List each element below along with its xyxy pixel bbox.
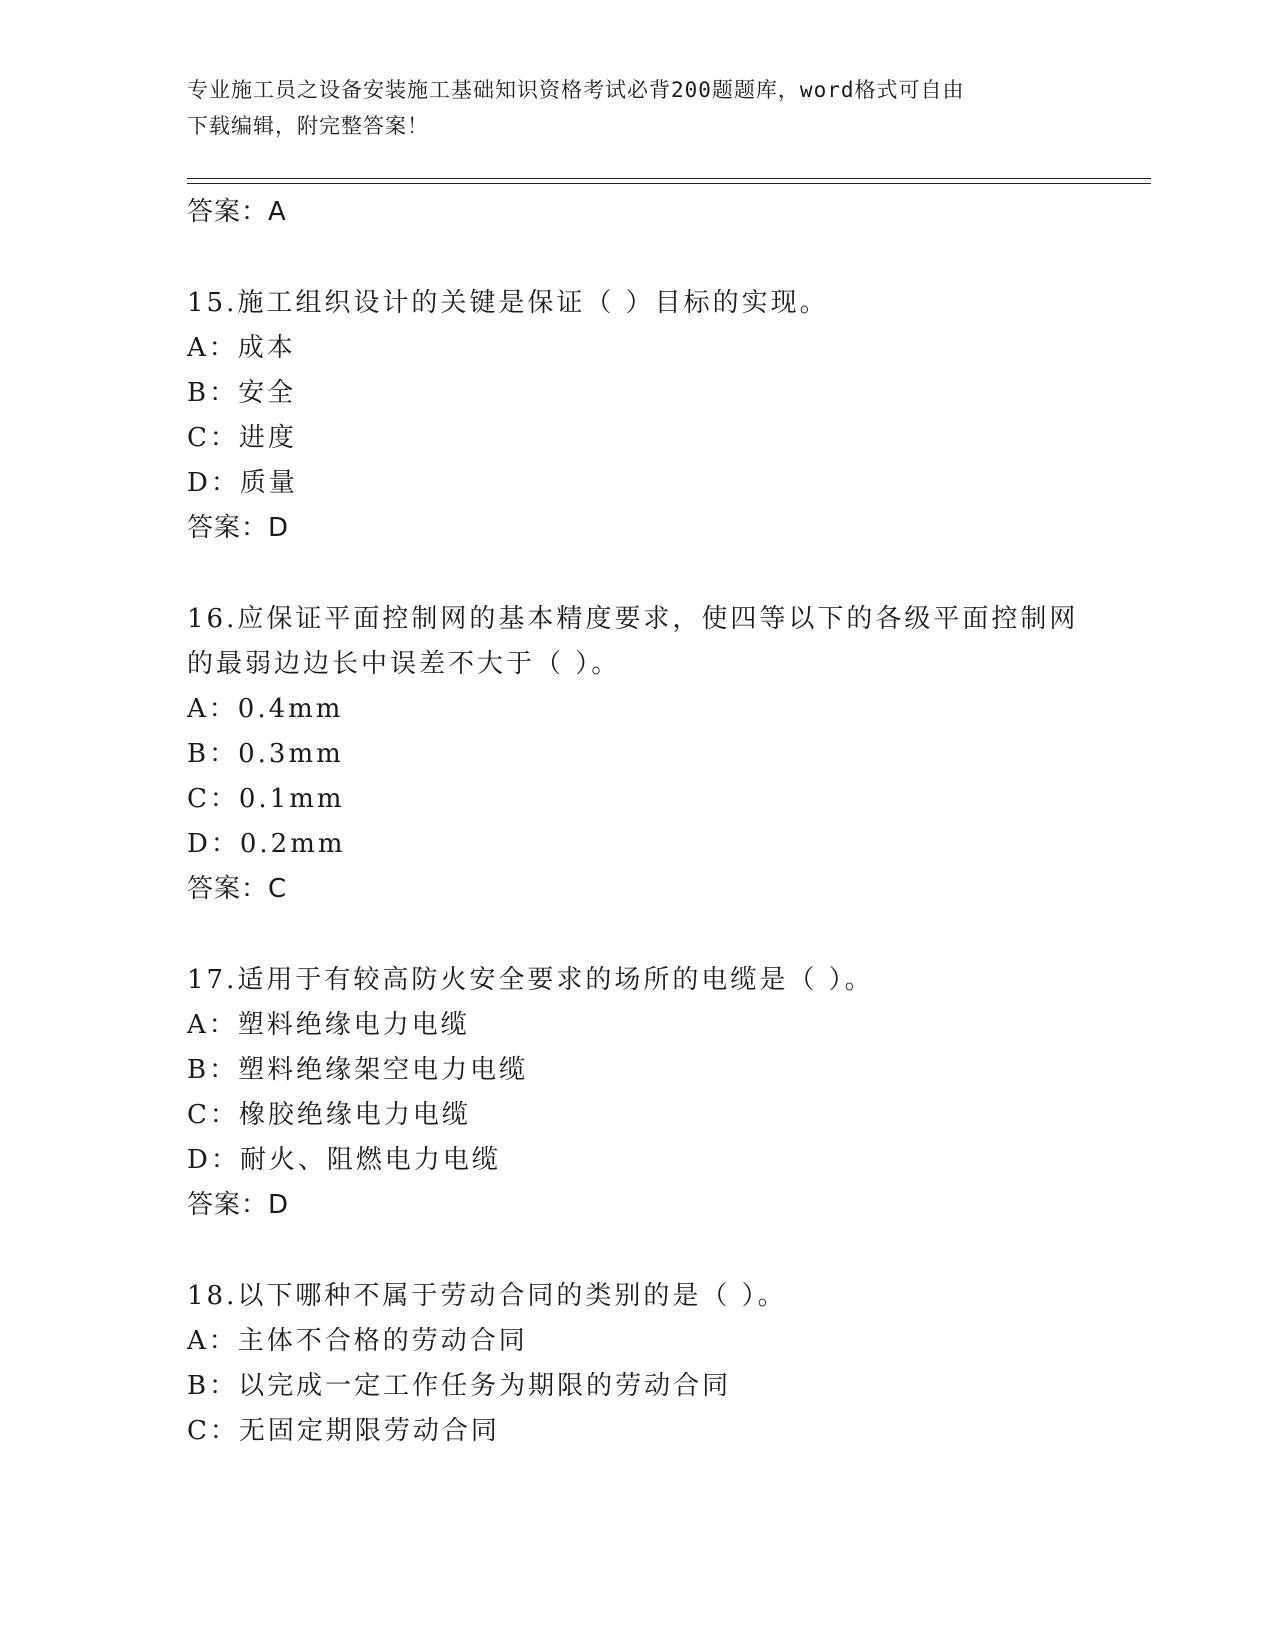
question-16 (187, 597, 1087, 912)
question-18-option-b: B：以完成一定工作任务为期限的劳动合同 (187, 1371, 732, 1401)
question-16-option-a: A：0.4mm (187, 694, 344, 724)
question-17-option-c: C：橡胶绝缘电力电缆 (187, 1100, 471, 1130)
question-17 (187, 958, 1087, 1228)
question-16-title-line-2: 的最弱边边长中误差不大于（ ）。 (187, 649, 621, 679)
question-15-answer: 答案：D (187, 513, 290, 543)
question-16-option-d: D：0.2mm (187, 829, 346, 859)
question-18 (187, 1274, 1087, 1454)
question-17-answer: 答案：D (187, 1190, 290, 1220)
header-divider-top (187, 178, 1151, 179)
question-15-option-c: C：进度 (187, 423, 297, 453)
question-list (187, 190, 1087, 1454)
question-15-title: 15.施工组织设计的关键是保证（ ）目标的实现。 (187, 288, 829, 318)
question-17-title: 17.适用于有较高防火安全要求的场所的电缆是（ ）。 (187, 965, 874, 995)
question-16-answer: 答案：C (187, 874, 288, 904)
question-16-title-line-1: 16.应保证平面控制网的基本精度要求，使四等以下的各级平面控制网 (187, 604, 1079, 634)
question-15 (187, 281, 1087, 551)
header-line-2: 下载编辑，附完整答案！ (187, 114, 429, 138)
question-17-option-b: B：塑料绝缘架空电力电缆 (187, 1055, 529, 1085)
question-15-option-a: A：成本 (187, 333, 296, 363)
question-15-option-b: B：安全 (187, 378, 297, 408)
question-18-title: 18.以下哪种不属于劳动合同的类别的是（ ）。 (187, 1281, 787, 1311)
question-18-option-a: A：主体不合格的劳动合同 (187, 1326, 528, 1356)
question-17-option-d: D：耐火、阻燃电力电缆 (187, 1145, 501, 1175)
question-16-option-b: B：0.3mm (187, 739, 344, 769)
question-15-option-d: D：质量 (187, 468, 298, 498)
question-16-option-c: C：0.1mm (187, 784, 345, 814)
header-divider-bottom (187, 183, 1151, 184)
answer-14: 答案：A (187, 197, 287, 227)
header-line-1: 专业施工员之设备安装施工基础知识资格考试必背200题题库，word格式可自由 (187, 78, 965, 102)
question-18-option-c: C：无固定期限劳动合同 (187, 1416, 500, 1446)
question-17-option-a: A：塑料绝缘电力电缆 (187, 1010, 470, 1040)
document-header (187, 72, 1067, 144)
